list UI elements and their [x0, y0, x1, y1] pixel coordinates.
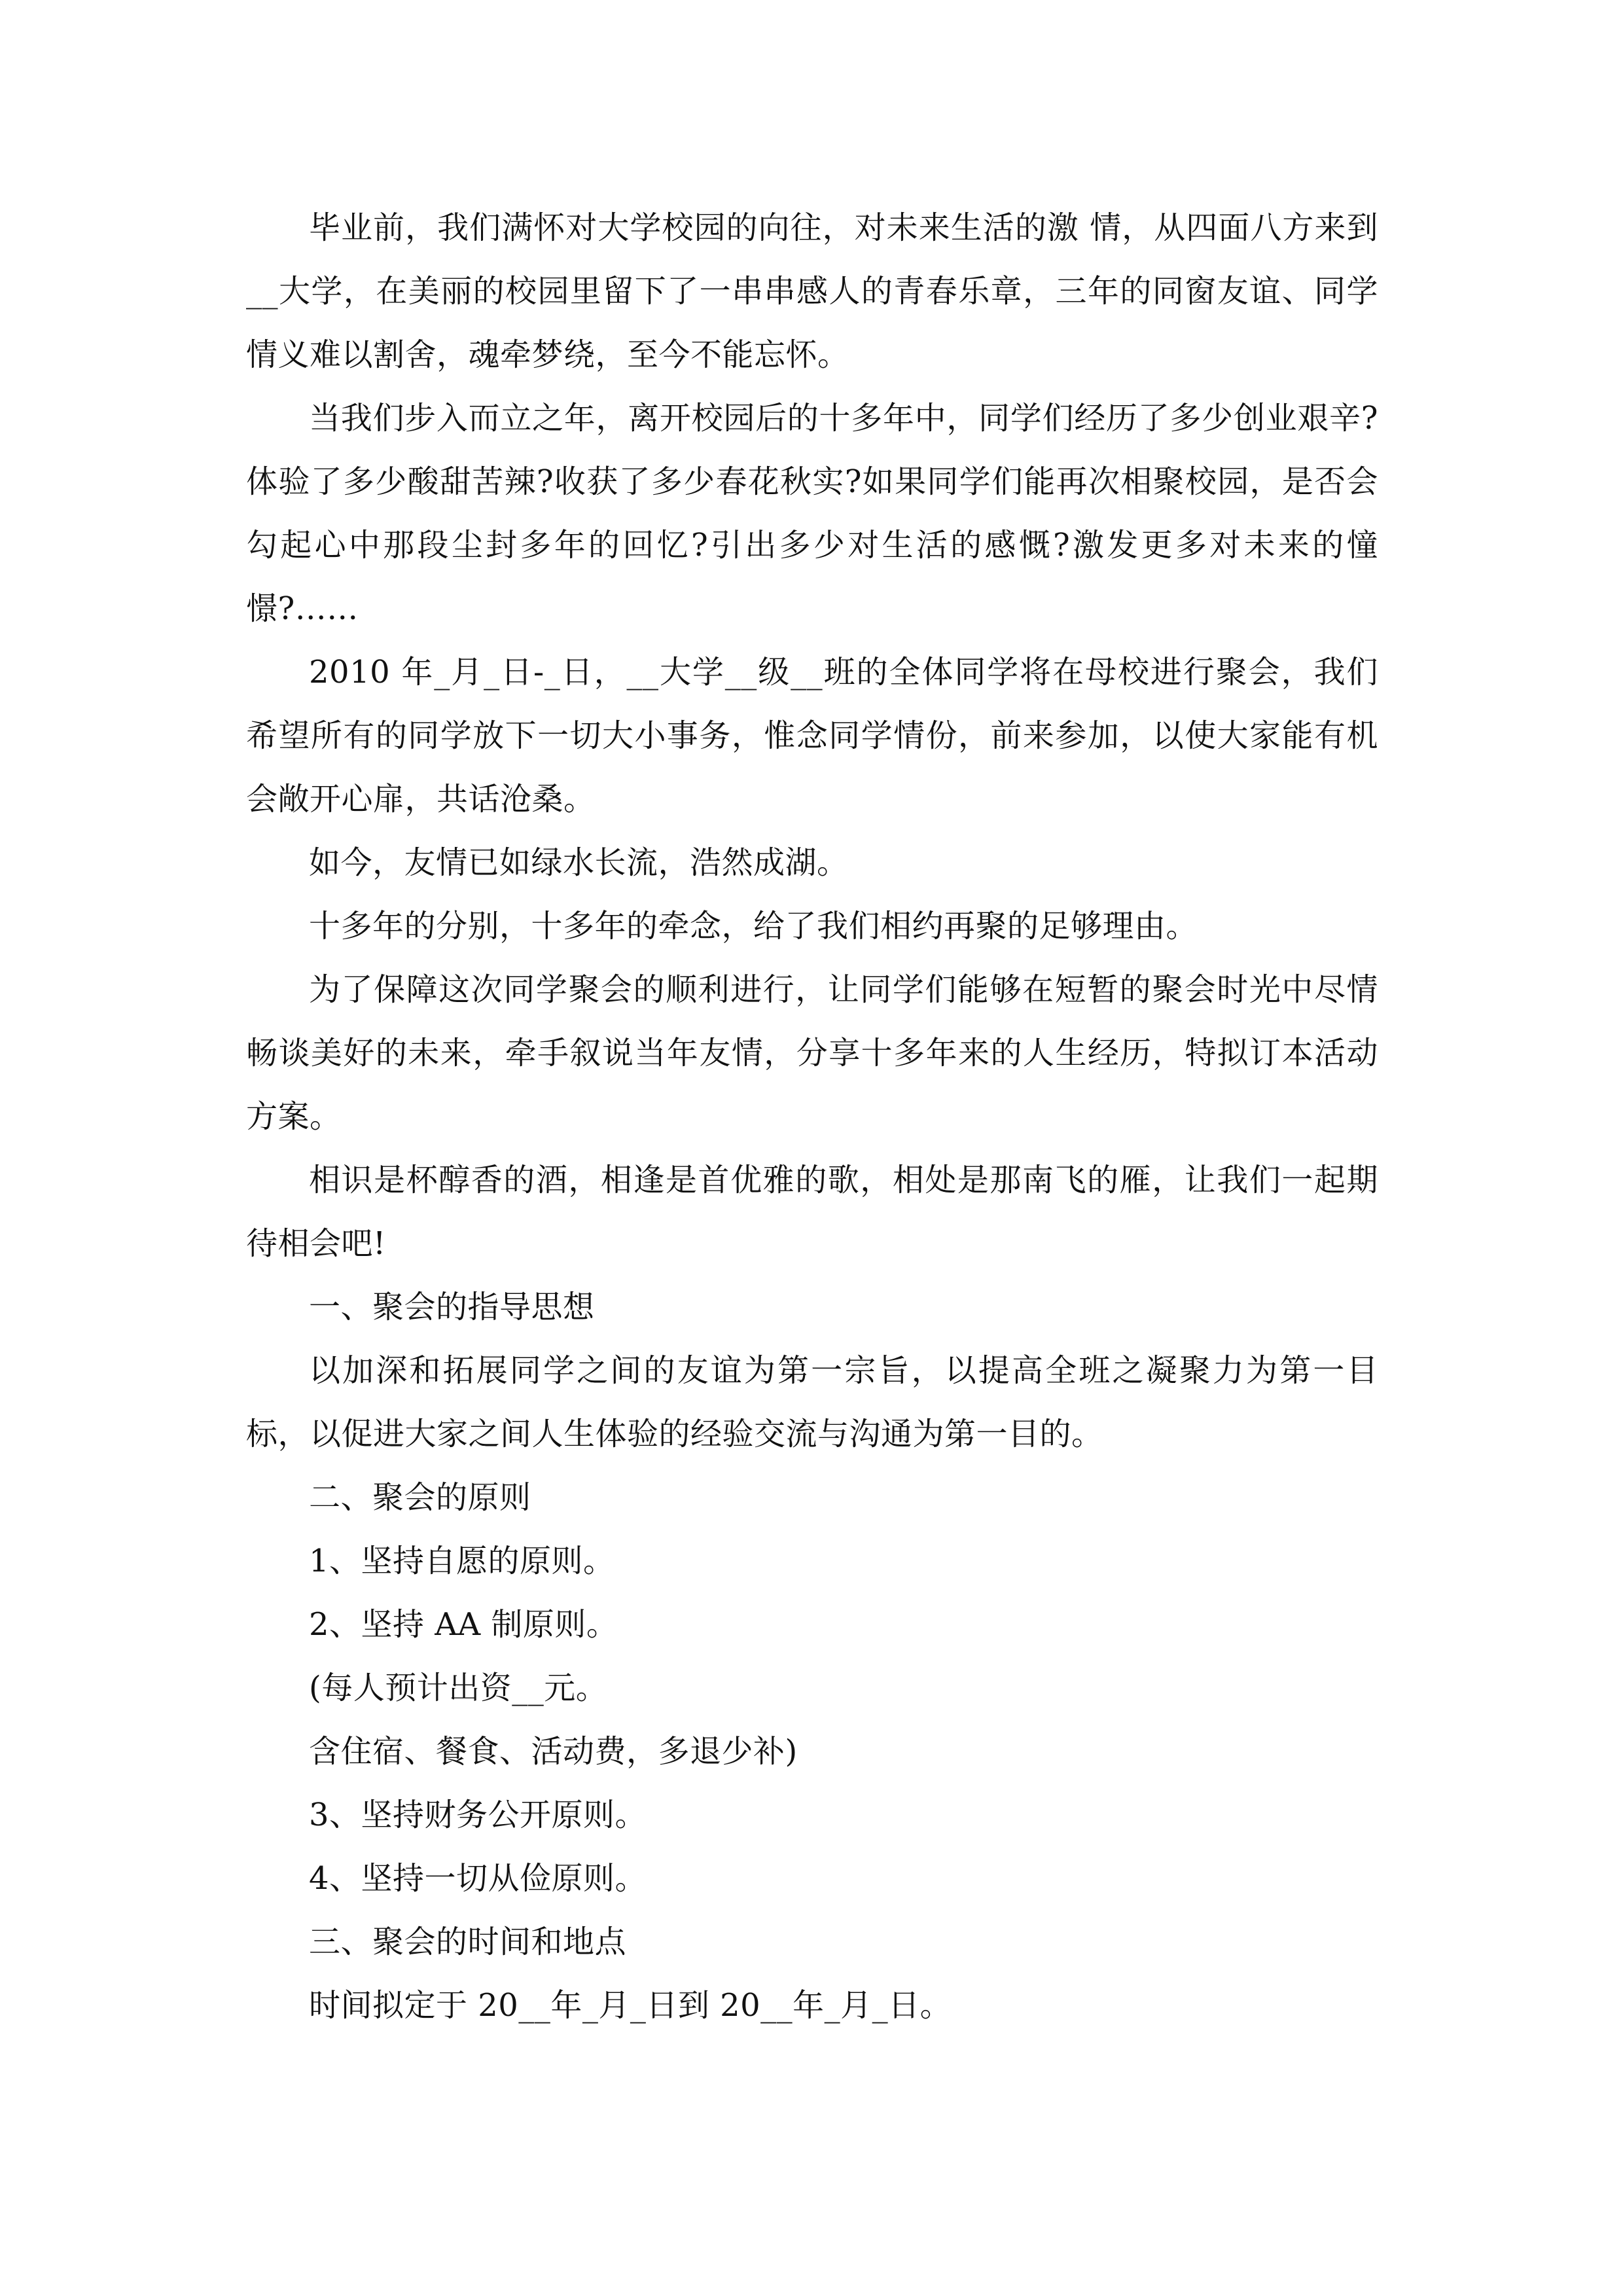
paragraph-time: 时间拟定于 20__年_月_日到 20__年_月_日。 — [309, 1987, 952, 2024]
principle-item-1: 1、坚持自愿的原则。 — [309, 1543, 615, 1579]
principle-note-cost: (每人预计出资__元。 — [309, 1670, 608, 1706]
paragraph-guiding-ideas: 以加深和拓展同学之间的友谊为第一宗旨，以提高全班之凝聚力为第一目标，以促进大家之间人生体验的经验交流与沟通为第一目的。 — [246, 1352, 1378, 1452]
paragraph-invitation: 相识是杯醇香的酒，相逢是首优雅的歌，相处是那南飞的雁，让我们一起期待相会吧! — [246, 1162, 1378, 1262]
paragraph-friendship: 如今，友情已如绿水长流，浩然成湖。 — [309, 844, 849, 881]
paragraph-reflection: 当我们步入而立之年，离开校园后的十多年中，同学们经历了多少创业艰辛?体验了多少酸甜苦辣?收获了多少春花秋实?如果同学们能再次相聚校园，是否会勾起心中那段尘封多年的回忆?引出多少对生活的感慨?激发更多对未来的憧憬?…… — [246, 400, 1378, 627]
paragraph-intro: 毕业前，我们满怀对大学校园的向往，对未来生活的激 情，从四面八方来到__大学，在美丽的校园里留下了一串串感人的青春乐章，三年的同窗友谊、同学情义难以割舍，魂牵梦绕，至今不能忘怀。 — [246, 209, 1378, 373]
section-heading-principles: 二、聚会的原则 — [309, 1479, 531, 1516]
paragraph-event-date: 2010 年_月_日-_日，__大学__级__班的全体同学将在母校进行聚会，我们希望所有的同学放下一切大小事务，惟念同学情份，前来参加，以使大家能有机会敞开心扉，共话沧桑。 — [246, 654, 1378, 817]
section-heading-guiding-ideas: 一、聚会的指导思想 — [309, 1289, 595, 1325]
principle-item-3: 3、坚持财务公开原则。 — [309, 1797, 647, 1833]
principle-item-4: 4、坚持一切从俭原则。 — [309, 1860, 647, 1897]
principle-item-2: 2、坚持 AA 制原则。 — [309, 1606, 618, 1643]
paragraph-purpose: 为了保障这次同学聚会的顺利进行，让同学们能够在短暂的聚会时光中尽情畅谈美好的未来，牵手叙说当年友情，分享十多年来的人生经历，特拟订本活动方案。 — [246, 971, 1378, 1135]
paragraph-separation: 十多年的分别，十多年的牵念，给了我们相约再聚的足够理由。 — [309, 908, 1198, 944]
document-body — [246, 196, 1378, 2037]
principle-note-includes: 含住宿、餐食、活动费，多退少补) — [309, 1733, 798, 1770]
section-heading-time-place: 三、聚会的时间和地点 — [309, 1924, 627, 1960]
